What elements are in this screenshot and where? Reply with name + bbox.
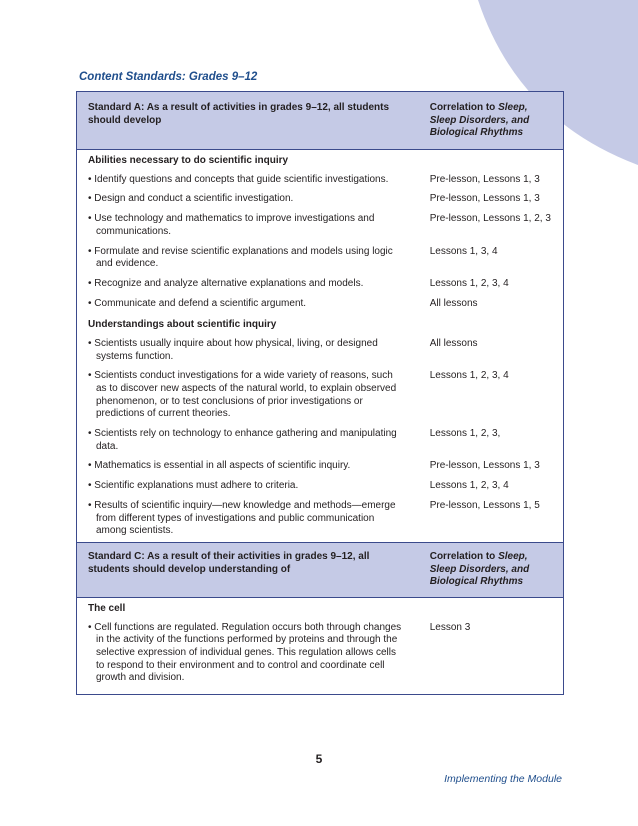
standard-row <box>77 190 564 210</box>
standard-row <box>77 275 564 295</box>
standard-text: • Scientists usually inquire about how physical, living, or designed systems function. <box>88 338 404 363</box>
section-title: Content Standards: Grades 9–12 <box>79 71 258 83</box>
correlation-cell: Pre-lesson, Lessons 1, 3 <box>429 173 540 185</box>
subheading: Abilities necessary to do scientific inquiry <box>88 155 289 167</box>
standard-header-row <box>77 542 564 597</box>
standard-cell <box>77 477 420 497</box>
correlation-cell: Lessons 1, 2, 3, <box>429 428 501 440</box>
correlation-cell: All lessons <box>429 297 478 309</box>
standard-text: • Scientific explanations must adhere to criteria. <box>88 480 404 493</box>
correlation-cell: Lessons 1, 3, 4 <box>429 245 498 257</box>
standard-text: • Mathematics is essential in all aspects of scientific inquiry. <box>88 460 404 473</box>
standard-cell <box>77 190 420 210</box>
standard-text: • Scientists rely on technology to enhance gathering and manipulating data. <box>88 428 404 453</box>
correlation-header-prefix: Correlation to <box>429 550 499 562</box>
standard-row <box>77 210 564 242</box>
standard-cell <box>77 243 420 275</box>
standard-cell <box>77 171 420 191</box>
standard-cell <box>77 335 420 367</box>
standard-text: • Communicate and defend a scientific argument. <box>88 298 404 311</box>
standard-text: • Results of scientific inquiry—new knowledge and methods—emerge from different types of investigations and public communication among scientists. <box>88 500 404 538</box>
standard-text: • Formulate and revise scientific explanations and models using logic and evidence. <box>88 246 404 271</box>
standard-row <box>77 367 564 425</box>
correlation-cell: Lessons 1, 2, 3, 4 <box>429 277 509 289</box>
standard-row <box>77 619 564 695</box>
correlation-cell: All lessons <box>429 337 478 349</box>
standard-cell <box>77 425 420 457</box>
standard-cell <box>77 295 420 315</box>
standard-text: • Design and conduct a scientific investigation. <box>88 193 404 206</box>
subheading: Understandings about scientific inquiry <box>88 319 277 331</box>
standard-cell <box>77 210 420 242</box>
correlation-cell: Pre-lesson, Lessons 1, 2, 3 <box>429 213 551 225</box>
correlation-cell: Pre-lesson, Lessons 1, 5 <box>420 497 564 543</box>
module-title: Sleep, Sleep Disorders, and Biological Rhythms <box>429 550 530 588</box>
standard-row <box>77 295 564 315</box>
standard-row <box>77 477 564 497</box>
standard-row <box>77 171 564 191</box>
standard-row <box>77 497 564 543</box>
standard-text: • Scientists conduct investigations for a wide variety of reasons, such as to discover new aspects of the natural world, to explain observed phenomenon, or to test conclusions of prior investigations or predictions of current theories. <box>88 370 404 421</box>
standard-text: • Recognize and analyze alternative explanations and models. <box>88 278 404 291</box>
correlation-header <box>420 92 564 150</box>
correlation-cell: Lessons 1, 2, 3, 4 <box>429 370 509 382</box>
page-number: 5 <box>315 752 323 766</box>
standard-row <box>77 457 564 477</box>
correlation-header <box>420 542 564 597</box>
correlation-cell: Lessons 1, 2, 3, 4 <box>429 480 509 492</box>
subheading-row <box>77 597 564 618</box>
standard-cell <box>77 497 420 543</box>
subheading-row <box>77 314 564 335</box>
correlation-cell: Pre-lesson, Lessons 1, 3 <box>429 193 540 205</box>
standard-row <box>77 425 564 457</box>
subheading-row <box>77 150 564 171</box>
standard-row <box>77 243 564 275</box>
standard-row <box>77 335 564 367</box>
standards-table <box>76 91 564 695</box>
standard-text: • Use technology and mathematics to improve investigations and communications. <box>88 213 404 238</box>
correlation-cell: Lesson 3 <box>429 621 471 633</box>
footer-title: Implementing the Module <box>444 773 562 785</box>
standard-text: • Identify questions and concepts that guide scientific investigations. <box>88 174 404 187</box>
standard-cell <box>77 457 420 477</box>
standard-header: Standard A: As a result of activities in grades 9–12, all students should develop <box>77 92 420 150</box>
standard-header-row <box>77 92 564 150</box>
standard-cell <box>77 367 420 425</box>
standard-cell <box>77 275 420 295</box>
standard-cell <box>77 619 420 695</box>
standard-header: Standard C: As a result of their activities in grades 9–12, all students should develop understanding of <box>77 542 420 597</box>
subheading: The cell <box>88 602 126 614</box>
correlation-cell: Pre-lesson, Lessons 1, 3 <box>429 460 540 472</box>
standard-text: • Cell functions are regulated. Regulation occurs both through changes in the activity of the functions performed by proteins and through the selective expression of individual genes. This regulation allows cells to respond to their environment and to control and coordinate cell growth and division. <box>88 622 404 685</box>
module-title: Sleep, Sleep Disorders, and Biological Rhythms <box>429 102 530 139</box>
correlation-header-prefix: Correlation to <box>429 102 499 113</box>
